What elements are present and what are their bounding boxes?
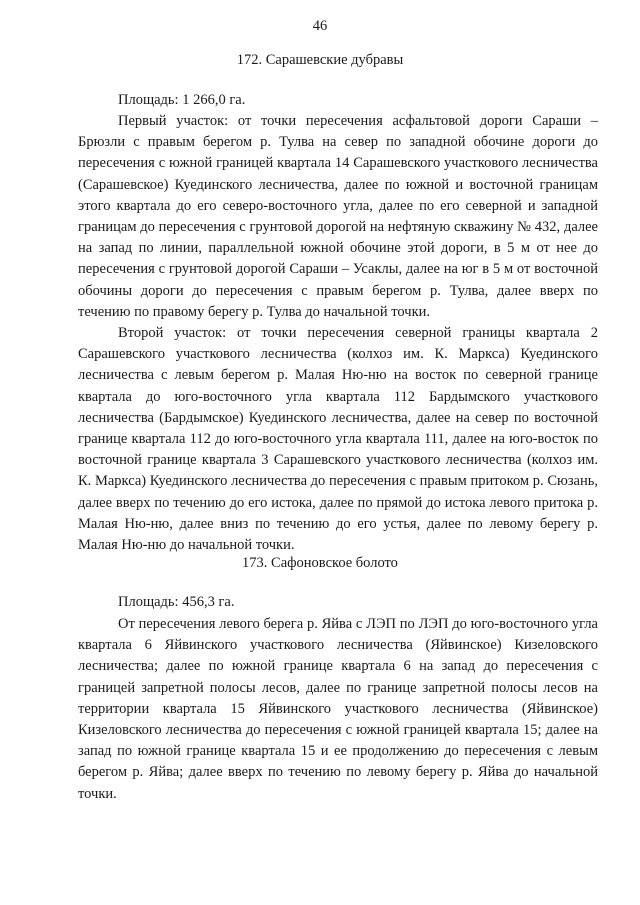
page-number: 46 [312,18,328,34]
section-body-safonovskoe-boloto [78,614,598,805]
paragraph-boundary-description: От пересечения левого берега р. Яйва с ЛЭП по ЛЭП до юго-восточного угла квартала 6 Яйвинского участкового лесничества (Яйвинское) Кизеловского лесничества; далее по южной границе квартала 6 на запад до пересечения с границей запретной полосы лесов, далее по границе запретной полосы лесов на территории квартала 15 Яйвинского участкового лесничества (Яйвинское) Кизеловского лесничества до пересечения с южной границей квартала 15; далее на запад по южной границе квартала 15 и ее продолжению до пересечения с левым берегом р. Яйва; далее вверх по течению по левому берегу р. Яйва до начальной точки. [78,616,598,802]
paragraph-second-plot: Второй участок: от точки пересечения северной границы квартала 2 Сарашевского участкового лесничества (колхоз им. К. Маркса) Куединского лесничества с левым берегом р. Малая Ню-ню на восток по северной границе квартала до юго-восточного угла квартала 112 Бардымского участкового лесничества (Бардымское) Куединского лесничества, далее на север по восточной границе квартала 112 до юго-восточного угла квартала 111, далее на юго-восток по восточной границе квартала 3 Сарашевского участкового лесничества (колхоз им. К. Маркса) Куединского лесничества до пересечения с правым притоком р. Сюзань, далее вверх по течению до его истока, далее по прямой до истока левого притока р. Малая Ню-ню, далее вниз по течению до его устья, далее по левому берегу р. Малая Ню-ню до начальной точки. [78,325,598,554]
section-area-sarashevskie-dubravy: Площадь: 1 266,0 га. [118,92,246,108]
section-title-safonovskoe-boloto: 173. Сафоновское болото [242,555,398,571]
section-body-sarashevskie-dubravy [78,111,598,556]
section-title-sarashevskie-dubravy: 172. Сарашевские дубравы [236,52,404,68]
section-area-safonovskoe-boloto: Площадь: 456,3 га. [118,594,235,610]
paragraph-first-plot: Первый участок: от точки пересечения асфальтовой дороги Сараши – Брюзли с правым берегом р. Тулва на север по западной обочине дороги до пересечения с южной границей квартала 14 Сарашевского участкового лесничества (Сарашевское) Куединского лесничества, далее по южной и восточной границам этого квартала до его северо-восточного угла, далее по его северной и западной границам до пересечения с грунтовой дорогой на нефтяную скважину № 432, далее на запад по линии, параллельной южной обочине этой дороги, в 5 м от нее до пересечения с грунтовой дорогой Сараши – Усаклы, далее на юг в 5 м от восточной обочины дороги до пересечения с правым берегом р. Тулва, далее вверх по течению по правому берегу р. Тулва до начальной точки. [78,113,598,320]
